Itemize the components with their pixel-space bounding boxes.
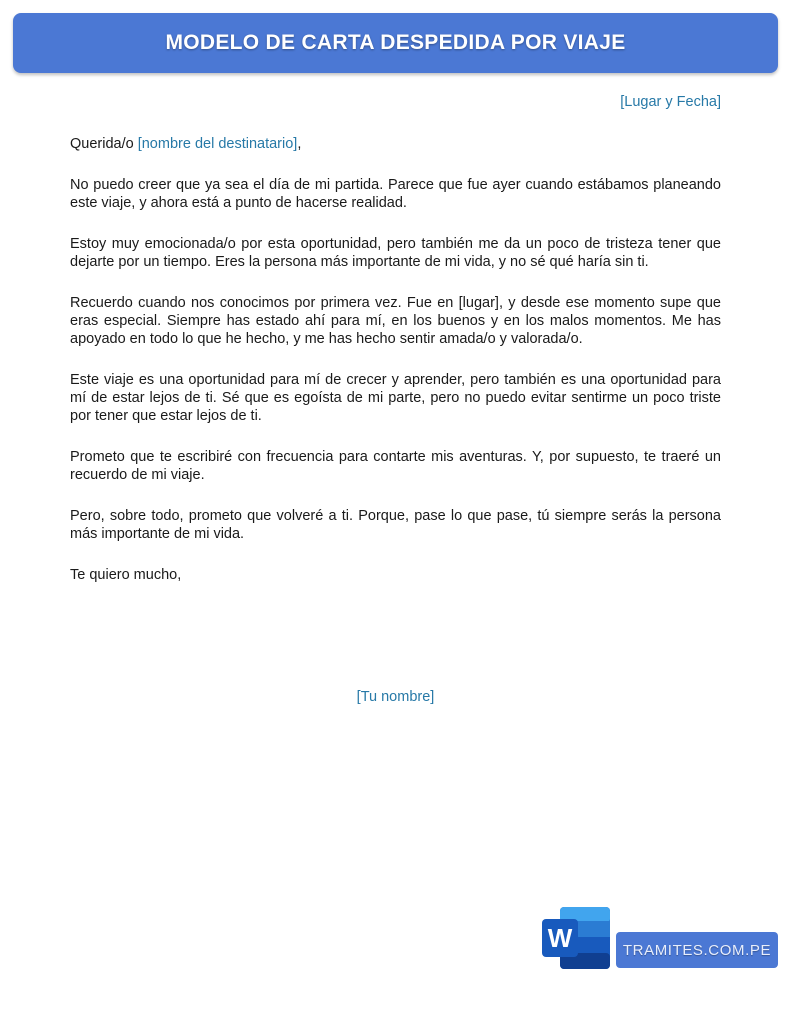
greeting-suffix: ,	[297, 136, 302, 152]
word-icon	[540, 905, 612, 971]
recipient-placeholder: [nombre del destinatario]	[137, 136, 298, 152]
place-date-placeholder: [Lugar y Fecha]	[620, 94, 721, 110]
paragraph-3: Recuerdo cuando nos conocimos por primera vez. Fue en [lugar], y desde ese momento supe que eras especial. Siempre has estado ahí para mí, en los buenos y en los malos momentos. Me has apoyado en todo lo que he hecho, y me has hecho sentir amada/o y valorada/o.	[70, 295, 721, 348]
greeting	[70, 135, 301, 153]
page-title: MODELO DE CARTA DESPEDIDA POR VIAJE	[165, 31, 626, 54]
brand-site-text: TRAMITES.COM.PE	[622, 941, 772, 959]
greeting-prefix: Querida/o	[70, 136, 138, 152]
word-icon-letter: W	[547, 923, 573, 953]
paragraph-2: Estoy muy emocionada/o por esta oportunidad, pero también me da un poco de tristeza tener que dejarte por un tiempo. Eres la persona más importante de mi vida, y no sé qué haría sin ti.	[70, 236, 721, 271]
closing: Te quiero mucho,	[70, 567, 182, 583]
paragraph-4: Este viaje es una oportunidad para mí de crecer y aprender, pero también es una oportunidad para mí de estar lejos de ti. Sé que es egoísta de mi parte, pero no puedo evitar sentirme un poco triste por tener que estar lejos de ti.	[70, 372, 721, 425]
title-banner	[13, 13, 778, 73]
brand-logo	[540, 905, 780, 971]
brand-pill	[616, 932, 778, 968]
paragraph-1: No puedo creer que ya sea el día de mi partida. Parece que fue ayer cuando estábamos planeando este viaje, y ahora está a punto de hacerse realidad.	[70, 177, 721, 212]
paragraph-5: Prometo que te escribiré con frecuencia para contarte mis aventuras. Y, por supuesto, te traeré un recuerdo de mi viaje.	[70, 449, 721, 484]
signature-placeholder: [Tu nombre]	[356, 689, 435, 705]
paragraph-6: Pero, sobre todo, prometo que volveré a ti. Porque, pase lo que pase, tú siempre serás la persona más importante de mi vida.	[70, 508, 721, 543]
